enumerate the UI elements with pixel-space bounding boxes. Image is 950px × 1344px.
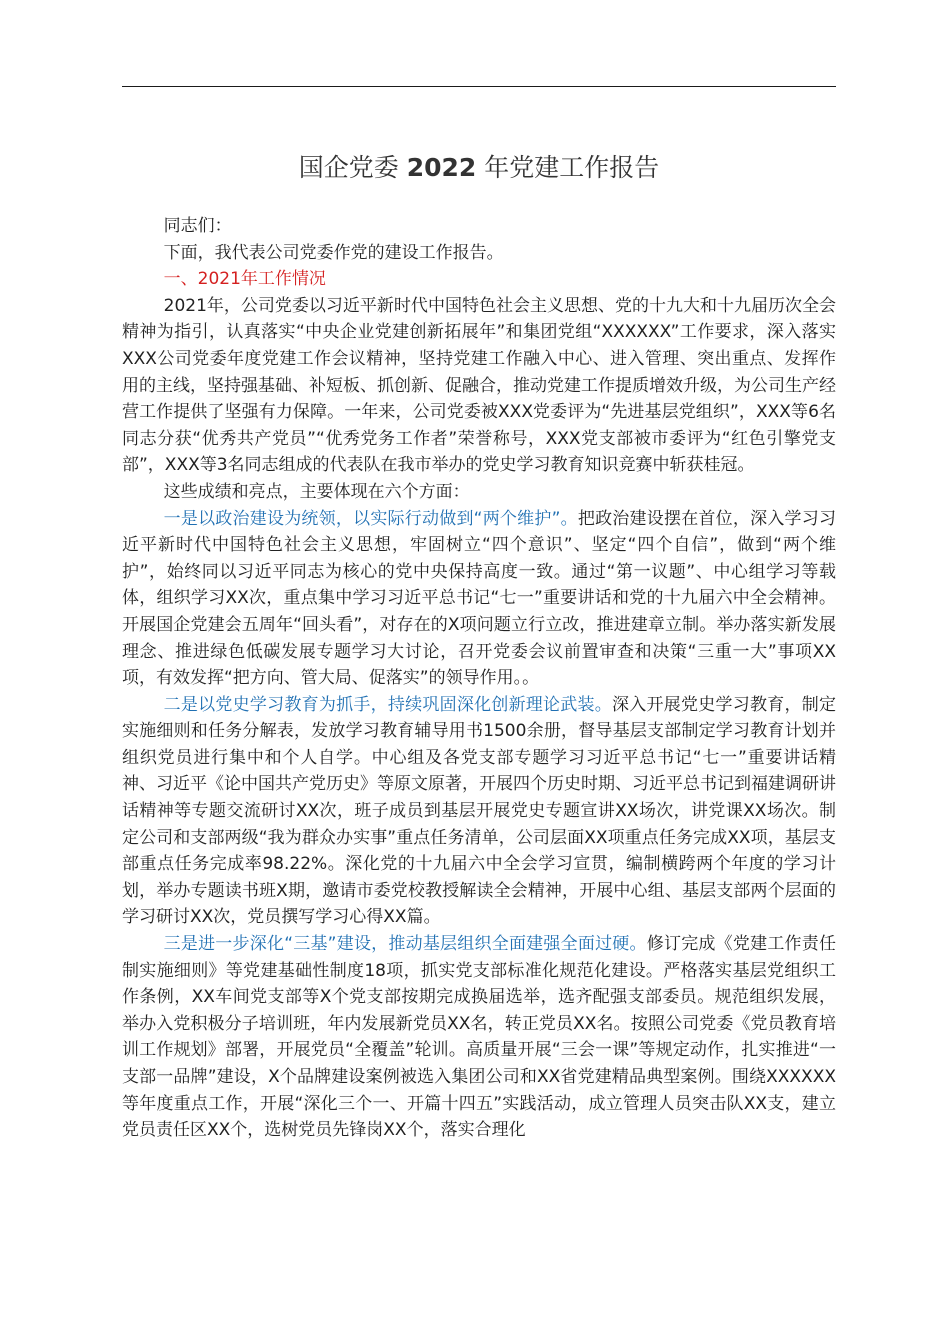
document-body — [122, 213, 836, 1144]
point-body: 把政治建设摆在首位，深入学习习近平新时代中国特色社会主义思想，牢固树立“四个意识”、坚定“四个自信”，做到“两个维护”，始终同以习近平同志为核心的党中央保持高度一致。通过“第一议题”、中心组学习等载体，组织学习XX次，重点集中学习习近平总书记“七一”重要讲话和党的十九届六中全会精神。开展国企党建会五周年“回头看”，对存在的X项问题立行立改，推进建章立制。举办落实新发展理念、推进绿色低碳发展专题学习大讨论，召开党委会议前置审查和决策“三重一大”事项XX项，有效发挥“把方向、管大局、促落实”的领导作用。。 — [122, 508, 836, 689]
section-paragraph: 这些成绩和亮点，主要体现在六个方面： — [163, 481, 470, 502]
title-suffix: 年党建工作报告 — [484, 153, 660, 182]
intro-paragraph: 下面，我代表公司党委作党的建设工作报告。 — [163, 242, 504, 263]
point-heading: 二是以党史学习教育为抓手，持续巩固深化创新理论武装。 — [163, 694, 613, 715]
title-prefix: 国企党委 — [298, 153, 399, 182]
point-paragraph — [122, 692, 836, 931]
point-heading: 三是进一步深化“三基”建设，推动基层组织全面建强全面过硬。 — [163, 934, 647, 955]
header-rule — [122, 86, 836, 87]
section-paragraph: 2021年，公司党委以习近平新时代中国特色社会主义思想、党的十九大和十九届历次全会精神为指引，认真落实“中央企业党建创新拓展年”和集团党组“XXXXXX”工作要求，深入落实XXX公司党委年度党建工作会议精神，坚持党建工作融入中心、进入管理、突出重点、发挥作用的主线，坚持强基础、补短板、抓创新、促融合，推动党建工作提质增效升级，为公司生产经营工作提供了坚强有力保障。一年来，公司党委被XXX党委评为“先进基层党组织”，XXX等6名同志分获“优秀共产党员”“优秀党务工作者”荣誉称号，XXX党支部被市委评为“红色引擎党支部”，XXX等3名同志组成的代表队在我市举办的党史学习教育知识竞赛中斩获桂冠。 — [122, 295, 836, 476]
point-paragraph — [122, 931, 836, 1144]
document-title — [122, 150, 836, 186]
point-heading: 一是以政治建设为统领，以实际行动做到“两个维护”。 — [163, 508, 578, 529]
point-paragraph — [122, 506, 836, 692]
title-year: 2022 — [406, 153, 477, 182]
section-heading: 一、2021年工作情况 — [163, 269, 326, 290]
salutation: 同志们： — [163, 216, 232, 236]
point-body: 深入开展党史学习教育，制定实施细则和任务分解表，发放学习教育辅导用书1500余册，督导基层支部制定学习教育计划并组织党员进行集中和个人自学。中心组及各党支部专题学习习近平总书记“七一”重要讲话精神、习近平《论中国共产党历史》等原文原著，开展四个历史时期、习近平总书记到福建调研讲话精神等专题交流研讨XX次，班子成员到基层开展党史专题宣讲XX场次，讲党课XX场次。制定公司和支部两级“我为群众办实事”重点任务清单，公司层面XX项重点任务完成XX项，基层支部重点任务完成率98.22%。深化党的十九届六中全会学习宣贯，编制横跨两个年度的学习计划，举办专题读书班X期，邀请市委党校教授解读全会精神，开展中心组、基层支部两个层面的学习研讨XX次，党员撰写学习心得XX篇。 — [122, 694, 837, 928]
point-body: 修订完成《党建工作责任制实施细则》等党建基础性制度18项，抓实党支部标准化规范化建设。严格落实基层党组织工作条例，XX车间党支部等X个党支部按期完成换届选举，选齐配强支部委员。规范组织发展，举办入党积极分子培训班，年内发展新党员XX名，转正党员XX名。按照公司党委《党员教育培训工作规划》部署，开展党员“全覆盖”轮训。高质量开展“三会一课”等规定动作，扎实推进“一支部一品牌”建设，X个品牌建设案例被选入集团公司和XX省党建精品典型案例。围绕XXXXXX等年度重点工作，开展“深化三个一、开篇十四五”实践活动，成立管理人员突击队XX支，建立党员责任区XX个，选树党员先锋岗XX个，落实合理化 — [122, 934, 836, 1141]
